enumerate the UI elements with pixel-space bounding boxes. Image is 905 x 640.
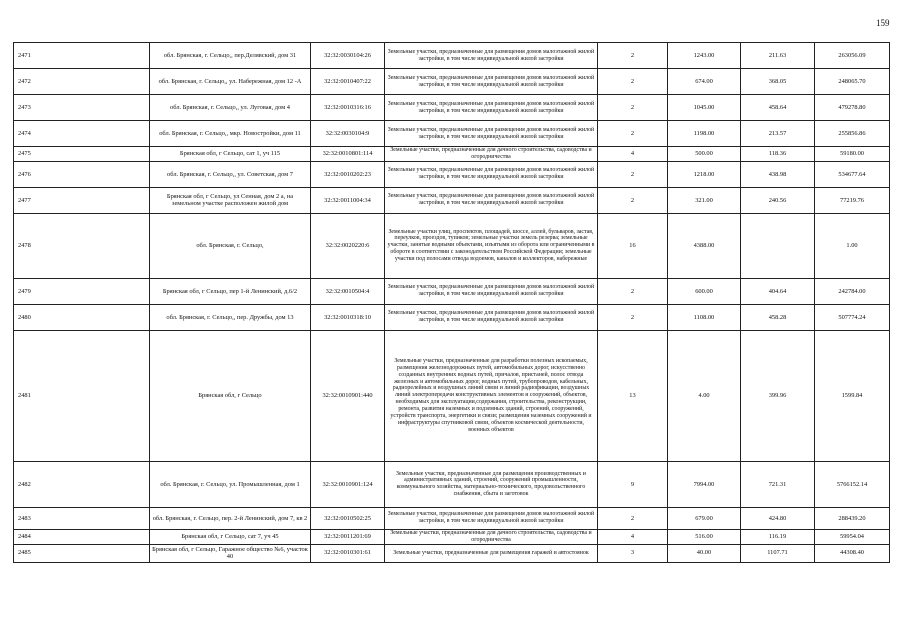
address-cell: обл. Брянская, г. Сельцо,, мкр. Новостройки, дом 11 — [150, 121, 311, 147]
table-row — [14, 507, 890, 529]
group-number-cell: 2 — [598, 121, 668, 147]
row-number: 2473 — [14, 95, 150, 121]
cadastral-value-cell: 59954.04 — [815, 529, 890, 544]
group-number-cell: 2 — [598, 161, 668, 187]
specific-value-cell: 399.96 — [741, 330, 815, 461]
cadastral-value-cell: 507774.24 — [815, 304, 890, 330]
land-use-cell: Земельные участки, предназначенные для размещения домов малоэтажной жилой застройки, в том числе индивидуальной жилой застройки — [385, 69, 598, 95]
row-number: 2485 — [14, 544, 150, 562]
row-number: 2472 — [14, 69, 150, 95]
area-cell: 1243.00 — [668, 43, 741, 69]
area-cell: 4388.00 — [668, 213, 741, 278]
group-number-cell: 4 — [598, 529, 668, 544]
cadastral-number-cell: 32:32:0020220:6 — [311, 213, 385, 278]
row-number: 2481 — [14, 330, 150, 461]
table-row — [14, 147, 890, 162]
area-cell: 1198.00 — [668, 121, 741, 147]
cadastral-number-cell: 32:32:0010316:16 — [311, 95, 385, 121]
group-number-cell: 2 — [598, 187, 668, 213]
land-use-cell: Земельные участки, предназначенные для размещения домов малоэтажной жилой застройки, в том числе индивидуальной жилой застройки — [385, 187, 598, 213]
row-number: 2477 — [14, 187, 150, 213]
address-cell: Брянская обл, г Сельцо, Гаражное общество №6, участок 40 — [150, 544, 311, 562]
cadastral-value-cell: 242784.00 — [815, 278, 890, 304]
address-cell: Брянская обл, г Сельцо, ул Сенная, дом 2 а, на земельном участке расположен жилой дом — [150, 187, 311, 213]
specific-value-cell: 721.31 — [741, 461, 815, 507]
area-cell: 4.00 — [668, 330, 741, 461]
specific-value-cell: 1107.71 — [741, 544, 815, 562]
area-cell: 321.00 — [668, 187, 741, 213]
address-cell: Брянская обл, г Сельцо, сат 7, уч 45 — [150, 529, 311, 544]
cadastral-number-cell: 32:32:0010901:440 — [311, 330, 385, 461]
specific-value-cell: 438.98 — [741, 161, 815, 187]
row-number: 2484 — [14, 529, 150, 544]
group-number-cell: 2 — [598, 95, 668, 121]
address-cell: обл. Брянская, г. Сельцо,, ул. Советская, дом 7 — [150, 161, 311, 187]
table-row — [14, 330, 890, 461]
land-use-cell: Земельные участки, предназначенные для размещения домов малоэтажной жилой застройки, в том числе индивидуальной жилой застройки — [385, 161, 598, 187]
cadastral-value-cell: 59180.00 — [815, 147, 890, 162]
table-row — [14, 544, 890, 562]
cadastral-number-cell: 32:32:0030104:9 — [311, 121, 385, 147]
address-cell: обл. Брянская, г. Сельцо,, пер.Делявский, дом 31 — [150, 43, 311, 69]
cadastral-value-cell: 5766152.14 — [815, 461, 890, 507]
specific-value-cell: 368.05 — [741, 69, 815, 95]
group-number-cell: 13 — [598, 330, 668, 461]
group-number-cell: 9 — [598, 461, 668, 507]
cadastral-number-cell: 32:32:0011201:69 — [311, 529, 385, 544]
row-number: 2478 — [14, 213, 150, 278]
table-row — [14, 278, 890, 304]
table-row — [14, 95, 890, 121]
land-use-cell: Земельные участки, предназначенные для размещения производственных и административных зданий, строений, сооружений промышленности, коммунального хозяйства, материально-технического, продовольственного снабжения, сбыта и заготовок — [385, 461, 598, 507]
area-cell: 40.00 — [668, 544, 741, 562]
cadastral-number-cell: 32:32:0010502:25 — [311, 507, 385, 529]
table-row — [14, 121, 890, 147]
specific-value-cell: 458.64 — [741, 95, 815, 121]
area-cell: 7994.00 — [668, 461, 741, 507]
address-cell: Брянская обл, г Сельцо — [150, 330, 311, 461]
land-use-cell: Земельные участки, предназначенные для размещения домов малоэтажной жилой застройки, в том числе индивидуальной жилой застройки — [385, 95, 598, 121]
group-number-cell: 2 — [598, 69, 668, 95]
land-use-cell: Земельные участки, предназначенные для дачного строительства, садоводства и огородничества — [385, 529, 598, 544]
address-cell: обл. Брянская, г. Сельцо,, пер. Дружбы, дом 13 — [150, 304, 311, 330]
row-number: 2474 — [14, 121, 150, 147]
specific-value-cell: 424.80 — [741, 507, 815, 529]
group-number-cell: 2 — [598, 507, 668, 529]
specific-value-cell: 211.63 — [741, 43, 815, 69]
cadastral-number-cell: 32:32:0011004:34 — [311, 187, 385, 213]
row-number: 2483 — [14, 507, 150, 529]
address-cell: Брянская обл, г Сельцо, пер 1-й Ленинский, д.6/2 — [150, 278, 311, 304]
land-use-cell: Земельные участки улиц, проспектов, площадей, шоссе, аллей, бульваров, застав, переулков, проездов, тупиков; земельные участки земель резерва; земельные участки, занятые водными объектами, изъятыми из оборота или ограниченными в обороте в соответствии с законодательством Российской Федерации; земельные участки под полосами отвода водоемов, каналов и коллекторов, набережные — [385, 213, 598, 278]
cadastral-value-cell: 1.00 — [815, 213, 890, 278]
address-cell: Брянская обл, г Сельцо, сат 1, уч 115 — [150, 147, 311, 162]
cadastral-value-cell: 534677.64 — [815, 161, 890, 187]
area-cell: 679.00 — [668, 507, 741, 529]
address-cell: обл. Брянская, г. Сельцо,, ул. Набережная, дом 12 -А — [150, 69, 311, 95]
cadastral-value-cell: 288439.20 — [815, 507, 890, 529]
table-row — [14, 213, 890, 278]
specific-value-cell: 116.19 — [741, 529, 815, 544]
row-number: 2482 — [14, 461, 150, 507]
area-cell: 674.00 — [668, 69, 741, 95]
cadastral-number-cell: 32:32:0010318:10 — [311, 304, 385, 330]
specific-value-cell: 458.28 — [741, 304, 815, 330]
group-number-cell: 2 — [598, 43, 668, 69]
land-use-cell: Земельные участки, предназначенные для разработки полезных ископаемых, размещения железнодорожных путей, автомобильных дорог, искусственно созданных внутренних водных путей, причалов, пристаней, полос отвода железных и автомобильных дорог, водных путей, трубопроводов, кабельных, радиорелейных и воздушных линий связи и линий радиофикации, воздушных линий электропередачи конструктивных элементов и сооружений, объектов, необходимых для эксплуатации,содержания, строительства, реконструкции, ремонта, развития наземных и подземных зданий, строений, сооружений, устройств транспорта, энергетики и связи; размещения наземных сооружений и инфраструктуры спутниковой связи, объектов космической деятельности, военных объектов — [385, 330, 598, 461]
land-use-cell: Земельные участки, предназначенные для размещения гаражей и автостоянок — [385, 544, 598, 562]
specific-value-cell — [741, 213, 815, 278]
cadastral-value-cell: 1599.84 — [815, 330, 890, 461]
table-row — [14, 304, 890, 330]
cadastral-number-cell: 32:32:0010202:23 — [311, 161, 385, 187]
group-number-cell: 2 — [598, 304, 668, 330]
cadastral-number-cell: 32:32:0010301:61 — [311, 544, 385, 562]
land-use-cell: Земельные участки, предназначенные для размещения домов малоэтажной жилой застройки, в том числе индивидуальной жилой застройки — [385, 507, 598, 529]
area-cell: 500.00 — [668, 147, 741, 162]
area-cell: 516.00 — [668, 529, 741, 544]
land-use-cell: Земельные участки, предназначенные для дачного строительства, садоводства и огородничества — [385, 147, 598, 162]
land-use-cell: Земельные участки, предназначенные для размещения домов малоэтажной жилой застройки, в том числе индивидуальной жилой застройки — [385, 278, 598, 304]
address-cell: обл. Брянская, г. Сельцо, — [150, 213, 311, 278]
cadastral-value-table — [13, 42, 890, 563]
land-use-cell: Земельные участки, предназначенные для размещения домов малоэтажной жилой застройки, в том числе индивидуальной жилой застройки — [385, 304, 598, 330]
table-row — [14, 69, 890, 95]
cadastral-value-cell: 479278.80 — [815, 95, 890, 121]
area-cell: 1045.00 — [668, 95, 741, 121]
address-cell: обл. Брянская, г. Сельцо, ул. Промышленная, дом 1 — [150, 461, 311, 507]
cadastral-number-cell: 32:32:0010801:114 — [311, 147, 385, 162]
group-number-cell: 3 — [598, 544, 668, 562]
table-row — [14, 529, 890, 544]
table-row — [14, 161, 890, 187]
row-number: 2480 — [14, 304, 150, 330]
group-number-cell: 4 — [598, 147, 668, 162]
cadastral-number-cell: 32:32:0010504:4 — [311, 278, 385, 304]
row-number: 2479 — [14, 278, 150, 304]
area-cell: 1108.00 — [668, 304, 741, 330]
group-number-cell: 16 — [598, 213, 668, 278]
land-use-cell: Земельные участки, предназначенные для размещения домов малоэтажной жилой застройки, в том числе индивидуальной жилой застройки — [385, 121, 598, 147]
cadastral-value-cell: 248065.70 — [815, 69, 890, 95]
row-number: 2476 — [14, 161, 150, 187]
area-cell: 1218.00 — [668, 161, 741, 187]
table-row — [14, 43, 890, 69]
area-cell: 600.00 — [668, 278, 741, 304]
specific-value-cell: 213.57 — [741, 121, 815, 147]
cadastral-number-cell: 32:32:0010407:22 — [311, 69, 385, 95]
cadastral-value-cell: 263056.09 — [815, 43, 890, 69]
table-row — [14, 187, 890, 213]
address-cell: обл. Брянская, г. Сельцо, пер. 2-й Ленинский, дом 7, кв 2 — [150, 507, 311, 529]
table-row — [14, 461, 890, 507]
specific-value-cell: 240.56 — [741, 187, 815, 213]
address-cell: обл. Брянская, г. Сельцо,, ул. Луговая, дом 4 — [150, 95, 311, 121]
group-number-cell: 2 — [598, 278, 668, 304]
specific-value-cell: 404.64 — [741, 278, 815, 304]
cadastral-value-cell: 255856.86 — [815, 121, 890, 147]
row-number: 2471 — [14, 43, 150, 69]
page-number: 159 — [876, 18, 890, 28]
cadastral-value-cell: 77219.76 — [815, 187, 890, 213]
cadastral-value-cell: 44308.40 — [815, 544, 890, 562]
cadastral-number-cell: 32:32:0030104:26 — [311, 43, 385, 69]
specific-value-cell: 118.36 — [741, 147, 815, 162]
cadastral-number-cell: 32:32:0010901:124 — [311, 461, 385, 507]
row-number: 2475 — [14, 147, 150, 162]
land-use-cell: Земельные участки, предназначенные для размещения домов малоэтажной жилой застройки, в том числе индивидуальной жилой застройки — [385, 43, 598, 69]
